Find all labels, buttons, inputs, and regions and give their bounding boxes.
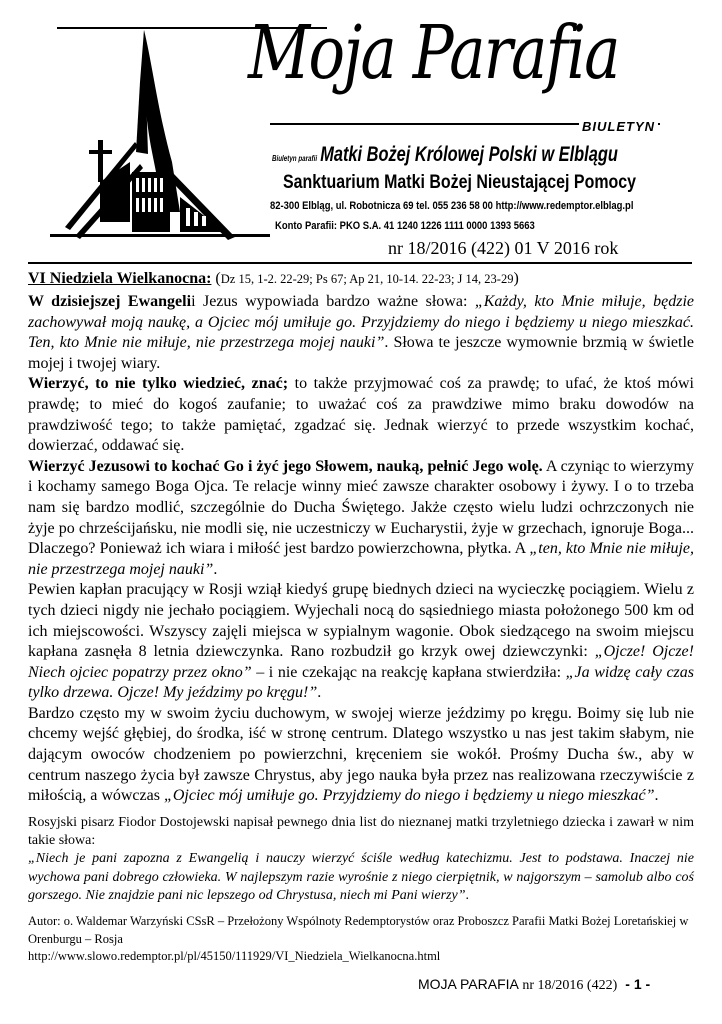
p3-lead: Wierzyć Jezusowi to kochać Go i żyć jego Słowem, nauką, pełnić Jego wolę. (28, 457, 543, 475)
issue-number: nr 18/2016 (422) 01 V 2016 rok (388, 238, 619, 258)
parish-prefix: Biuletyn parafii (272, 154, 318, 163)
author-line: Autor: o. Waldemar Warzyński CSsR – Przełożony Wspólnoty Redemptorystów oraz Proboszcz Parafii Matki Bożej Loretańskiej w Orenburgu – Rosja (28, 914, 689, 946)
p3-text: A czyniąc to wierzymy i kochamy samego Boga Ojca. Te relacje winny mieć zawsze charakter osobowy i żywy. I o to trzeba nam się bardzo modlić, szczególnie do Ducha Świętego. Jakże często wielu ludzi ochrzczonych nie żyje po chrześcijańsku, nie modli się, nie uczestniczy w Eucharystii, żyje w grzechach, ignoruje Boga... Dlaczego? Ponieważ ich wiara i miłość jest bardzo powierzchowna, płytka. A (28, 457, 695, 558)
header-divider (28, 262, 692, 264)
heading-paren-open: ( (211, 270, 221, 287)
p4-quote-2: „Ja widzę cały czas tylko drzewa. Ojcze! My jeździmy po kręgu!” (28, 663, 695, 702)
p2-lead: Wierzyć, to nie tylko wiedzieć, znać; (28, 375, 289, 393)
p5-quote: „Ojciec mój umiłuje go. Przyjdziemy do niego i będziemy u niego mieszkać” (163, 787, 655, 805)
p4-quote-1: „Ojcze! Ojcze! Niech ojciec popatrzy przez okno” (28, 643, 694, 681)
page-footer (418, 976, 650, 994)
dostoyevsky-quote-text: „Niech je pani zapozna z Ewangelią i nauczy wierzyć ściśle według katechizmu. Jest to podstawa. Inaczej nie wychowa pani dobrego człowieka. W najlepszym razie wyrośnie z niego cierpiętnik, w najgorszym – samolub albo coś gorszego. Nie znajdzie pani nic lepszego od Chrystusa, niech mi Pani wierzy” (28, 851, 694, 904)
p2-text: to także przyjmować coś za prawdę; to ufać, że ktoś mówi prawdę; to mieć do kogoś zaufanie; to uważać coś za prawdziwe mimo braku dowodów na prawdziwość tego; to także pamiętać, zgadzać się. Jednak wierzyć to przede wszystkim kochać, dowierzać, oddawać się. (28, 375, 695, 455)
p1-lead: W dzisiejszej Ewangeli (28, 293, 192, 310)
dostoyevsky-quote-end: . (465, 888, 469, 904)
parish-name-line (272, 143, 618, 167)
source-url: http://www.slowo.redemptor.pl/pl/45150/111929/VI_Niedziela_Wielkanocna.html (28, 949, 441, 964)
author-credit (28, 913, 694, 966)
p1-text: i Jezus wypowiada bardzo ważne słowa: (191, 293, 475, 310)
dostoyevsky-intro: Rosyjski pisarz Fiodor Dostojewski napisał pewnego dnia list do nieznanej matki trzyletniego dziecka i zawarł w nim takie słowa: (28, 814, 694, 849)
p3-text-end: . (213, 560, 218, 578)
footer-label: MOJA PARAFIA (418, 976, 519, 992)
heading-paren-close: ) (513, 270, 519, 287)
p4-text-end: . (317, 684, 322, 702)
sanctuary-name: Sanktuarium Matki Bożej Nieustającej Pomocy (283, 172, 637, 193)
paragraph-2 (28, 374, 694, 456)
paragraph-1 (28, 292, 694, 374)
article (28, 268, 694, 966)
paragraph-4 (28, 580, 694, 704)
church-logo (40, 22, 275, 247)
p5-text-end: . (654, 787, 659, 805)
scripture-references: Dz 15, 1-2. 22-29; Ps 67; Ap 21, 10-14. 22-23; J 14, 23-29 (220, 272, 514, 286)
dostoyevsky-quote (28, 850, 694, 905)
masthead-title: Moja Parafia (248, 10, 619, 96)
p1-quote: „Każdy, kto Mnie miłuje, będzie zachowywał moją naukę, a Ojciec mój umiłuje go. Przyjdziemy do niego i będziemy u niego mieszkać. Ten, kto Mnie nie miłuje, nie przestrzega mojej nauki” (28, 293, 694, 352)
article-heading (28, 268, 694, 290)
page-number: - 1 - (625, 976, 651, 992)
p4-text: Pewien kapłan pracujący w Rosji wziął kiedyś grupę biednych dzieci na wycieczkę pociągiem. Wielu z tych dzieci nigdy nie jechało pociągiem. Wyjechali nocą do sąsiedniego miasta położonego 500 km od ich miejscowości. Wszyscy zajęli miejsca w sypialnym wagonie. Obok siedzącego na swoim miejscu kapłana zasnęła 8 letnia dziewczynka. Rano rozbudził go krzyk owej dziewczynki: (28, 581, 694, 661)
parish-address: 82-300 Elbląg, ul. Robotnicza 69 tel. 055 236 58 00 http://www.redemptor.elblag.pl (270, 200, 634, 212)
paragraph-3 (28, 457, 694, 581)
paragraph-5 (28, 704, 694, 807)
p5-text: Bardzo często my w swoim życiu duchowym, w swojej wierze jeździmy po kręgu. Boimy się lub nie chcemy wejść głębiej, do środka, iść w stronę centrum. Dlatego wszystko u nas jest takim słabym, nie dającym owoców chodzeniem po powierzchni, kręceniem sie wokół. Prośmy Ducha św., aby w centrum naszego życia był zawsze Chrystus, aby jego nauka była przez nas realizowana rzeczywiście z miłością, a wówczas (28, 704, 694, 805)
p1-text-end: . Słowa te jeszcze wymownie brzmią w świetle mojej i twojej wiary. (28, 334, 695, 372)
footer-issue: nr 18/2016 (422) (518, 978, 618, 993)
article-title: VI Niedziela Wielkanocna: (28, 270, 212, 287)
p4-text-mid: – i nie czekając na reakcję kapłana stwierdziła: (251, 663, 566, 681)
dostoyevsky-section (28, 814, 694, 905)
parish-name: Matki Bożej Królowej Polski w Elblągu (320, 143, 618, 166)
biuletyn-label: BIULETYN (579, 119, 658, 134)
bank-account: Konto Parafii: PKO S.A. 41 1240 1226 1111 0000 1393 5663 (275, 220, 535, 232)
p3-quote: „ten, kto Mnie nie miłuje, nie przestrzega mojej nauki” (28, 540, 695, 578)
